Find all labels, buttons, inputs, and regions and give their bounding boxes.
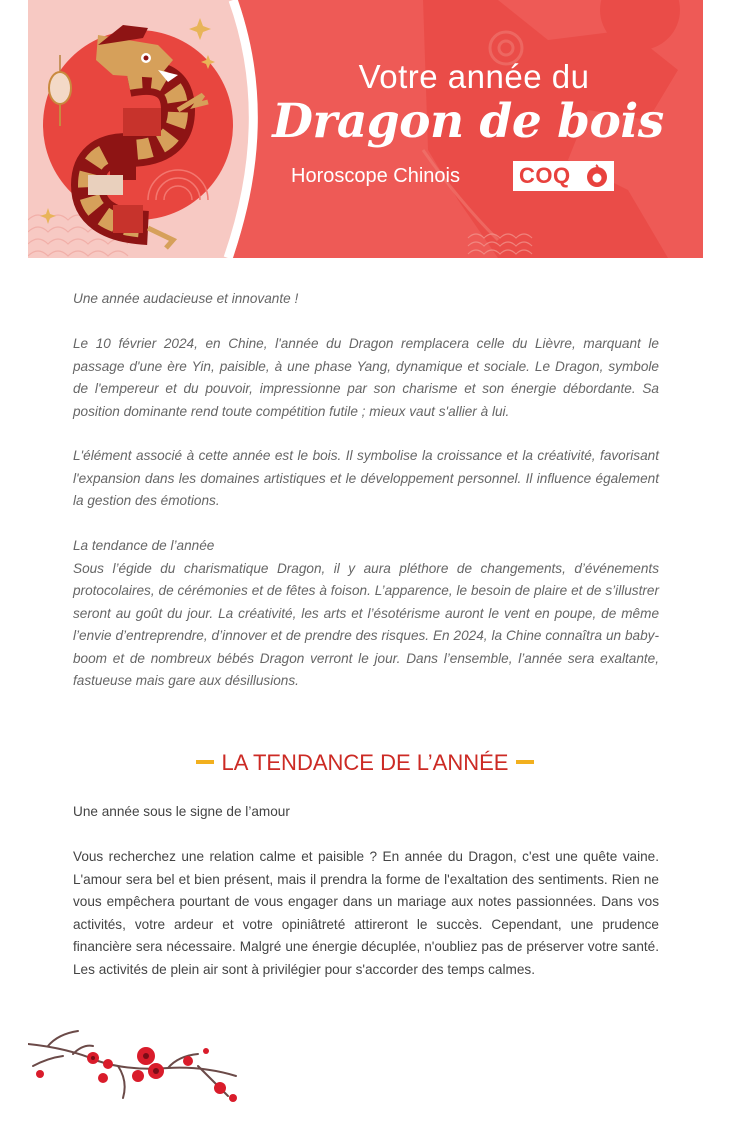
section-subtitle-text: Une année sous le signe de l’amour bbox=[73, 804, 290, 819]
tagline-text: Une année audacieuse et innovante ! bbox=[73, 291, 299, 306]
heading-dash-left bbox=[196, 760, 214, 764]
section-body bbox=[73, 846, 659, 981]
section-heading-text: LA TENDANCE DE L’ANNÉE bbox=[221, 750, 509, 775]
paragraph-text: L'élément associé à cette année est le bois. Il symbolise la croissance et la créativité, favorisant l'expansion dans les domaines artistiques et le développement personnel. Il influence également la gestion des émotions. bbox=[73, 448, 659, 508]
section-subtitle bbox=[73, 801, 659, 824]
rooster-icon bbox=[585, 164, 609, 188]
banner-title-line2: Dragon de bois bbox=[272, 94, 664, 149]
intro-tagline bbox=[73, 288, 659, 311]
zodiac-sign-badge bbox=[513, 161, 614, 191]
intro-paragraph-1 bbox=[73, 333, 659, 423]
heading-dash-right bbox=[516, 760, 534, 764]
plum-blossom-illustration bbox=[28, 1026, 240, 1106]
banner-subtitle: Horoscope Chinois bbox=[291, 165, 460, 187]
header-banner bbox=[28, 0, 703, 258]
section-body-text: Vous recherchez une relation calme et paisible ? En année du Dragon, c'est une quête vaine. L'amour sera bel et bien présent, mais il prendra la forme de l'exaltation des sentiments. Rien ne vous empêchera pourtant de vous engager dans un mariage aux notes passionnées. Dans vos activités, votre ardeur et votre opiniâtreté attireront le succès. Cependant, une prudence financière sera nécessaire. Malgré une énergie décuplée, n'oubliez pas de préserver votre santé. Les activités de plein air sont à privilégier pour s'accorder des temps calmes. bbox=[73, 849, 659, 977]
banner-title-line1: Votre année du bbox=[358, 58, 590, 95]
trend-paragraph bbox=[73, 535, 659, 693]
trend-text: Sous l’égide du charismatique Dragon, il y aura pléthore de changements, d’événements protocolaires, de cérémonies et de fêtes à foison. L’apparence, le besoin de plaire et de s’illustrer seront au goût du jour. La créativité, les arts et l’ésotérisme auront le vent en poupe, de même l’envie d’entreprendre, d’innover et de prendre des risques. En 2024, la Chine connaîtra un baby-boom et de nombreux bébés Dragon verront le jour. Dans l’ensemble, l’année sera exaltante, fastueuse mais gare aux désillusions. bbox=[73, 560, 659, 688]
zodiac-sign-label: COQ bbox=[519, 163, 571, 188]
paragraph-text: Le 10 février 2024, en Chine, l'année du Dragon remplacera celle du Lièvre, marquant le passage d'une ère Yin, paisible, à une phase Yang, dynamique et sociale. Le Dragon, symbole de l'empereur et du pouvoir, impressionne par son charisme et son énergie débordante. Sa position dominante rend toute compétition futile ; mieux vaut s'allier à lui. bbox=[73, 336, 659, 419]
trend-title: La tendance de l’année bbox=[73, 538, 215, 553]
section-heading bbox=[0, 750, 730, 776]
intro-paragraph-2 bbox=[73, 445, 659, 513]
